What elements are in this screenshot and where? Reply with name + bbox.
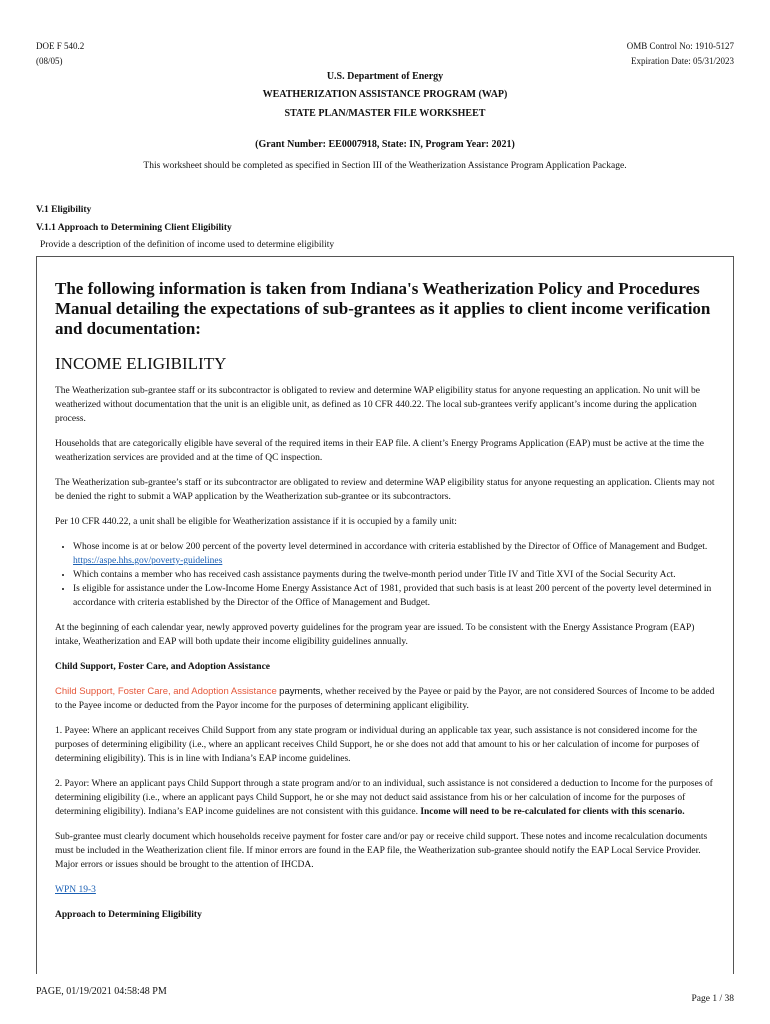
section-v1: V.1 Eligibility xyxy=(36,205,92,215)
poverty-guidelines-link[interactable]: https://aspe.hhs.gov/poverty-guidelines xyxy=(73,556,223,566)
paragraph-6-rest: , whether received by the Payee or paid by the Payor, are not considered Sources of Income to be added to the Payee income or deducted from the Payor income for the purposes of determining applicant eligibility. xyxy=(55,687,715,711)
paragraph-2: Households that are categorically eligible have several of the required items in their EAP file. A client’s Energy Programs Application (EAP) must be active at the time the weatherization services are provided and at the time of QC inspection. xyxy=(55,439,704,463)
section-prompt: Provide a description of the definition of income used to determine eligibility xyxy=(40,240,335,250)
form-id: DOE F 540.2 xyxy=(36,41,85,51)
approach-heading: Approach to Determining Eligibility xyxy=(55,910,202,920)
worksheet-title: STATE PLAN/MASTER FILE WORKSHEET xyxy=(284,108,486,119)
payments-word: payments xyxy=(279,686,321,697)
paragraph-7: 1. Payee: Where an applicant receives Child Support from any state program or individual during an applicable tax year, such assistance is not considered income for the purposes of determining eligibility (i.e., where an applicant receives Child Support, he or she does not add that amount to his or her calculation of income for purposes of determining eligibility). This is in line with Indiana’s EAP income guidelines. xyxy=(55,726,700,764)
form-date: (08/05) xyxy=(36,56,63,66)
instructions-text: This worksheet should be completed as specified in Section III of the Weatherization Assistance Program Application Package. xyxy=(143,161,627,171)
list-item xyxy=(73,540,717,568)
page-number: Page 1 / 38 xyxy=(691,994,734,1004)
income-eligibility-heading: INCOME ELIGIBILITY xyxy=(55,354,227,373)
paragraph-8-text: 2. Payor: Where an applicant pays Child Support through a state program and/or to an individual, such assistance is not considered a deduction to Income for the purposes of determining eligibility (i.e., where an applicant pays Child Support, he or she may not deduct said assistance from his or her calculation of income for the purposes of determining eligibility). Indiana’s EAP income guidelines are not consistent with this guidance. xyxy=(55,779,713,817)
paragraph-8-bold: Income will need to be re-calculated for clients with this scenario. xyxy=(420,807,685,817)
footer-timestamp: PAGE, 01/19/2021 04:58:48 PM xyxy=(36,986,167,997)
paragraph-9: Sub-grantee must clearly document which households receive payment for foster care and/or pay or receive child support. These notes and income recalculation documents must be included in the Weatherization client file. If minor errors are found in the EAP file, the Weatherization sub-grantee should notify the EAP Local Service Provider. Major errors or issues should be brought to the attention of IHCDA. xyxy=(55,832,708,870)
response-content xyxy=(55,279,717,933)
program-title: WEATHERIZATION ASSISTANCE PROGRAM (WAP) xyxy=(262,89,508,100)
paragraph-5: At the beginning of each calendar year, newly approved poverty guidelines for the program year are issued. To be consistent with the Energy Assistance Program (EAP) intake, Weatherization and EAP will both update their income eligibility guidelines annually. xyxy=(55,623,695,647)
bullet-1-text: Whose income is at or below 200 percent of the poverty level determined in accordance with criteria established by the Director of Office of Management and Budget. xyxy=(73,542,708,552)
section-v11: V.1.1 Approach to Determining Client Eligibility xyxy=(36,223,232,233)
grant-info: (Grant Number: EE0007918, State: IN, Program Year: 2021) xyxy=(255,139,515,150)
paragraph-6 xyxy=(55,685,717,713)
child-support-heading: Child Support, Foster Care, and Adoption Assistance xyxy=(55,662,271,672)
list-item: • Which contains a member who has received cash assistance payments during the twelve-month period under Title IV and Title XVI of the Social Security Act. xyxy=(73,568,717,582)
wpn-19-3-link[interactable]: WPN 19-3 xyxy=(55,885,96,895)
paragraph-4: Per 10 CFR 440.22, a unit shall be eligible for Weatherization assistance if it is occupied by a family unit: xyxy=(55,517,457,527)
paragraph-8 xyxy=(55,777,717,819)
omb-control: OMB Control No: 1910-5127 xyxy=(626,41,734,51)
lead-statement: The following information is taken from Indiana's Weatherization Policy and Procedures Manual detailing the expectations of sub-grantees as it applies to client income verification and documentation: xyxy=(55,279,711,338)
paragraph-1: The Weatherization sub-grantee staff or its subcontractor is obligated to review and determine WAP eligibility status for anyone requesting an application. No unit will be weatherized without documentation that the unit is an eligible unit, as defined as 10 CFR 440.22. The local sub-grantees verify applicant’s income during the application process. xyxy=(55,386,700,424)
response-box xyxy=(36,256,734,974)
paragraph-3: The Weatherization sub-grantee’s staff or its subcontractor are obligated to review and determine WAP eligibility status for anyone requesting an application. Clients may not be denied the right to submit a WAP application by the Weatherization sub-grantee or its subcontractors. xyxy=(55,478,715,502)
eligibility-list xyxy=(55,540,717,610)
child-support-phrase: Child Support, Foster Care, and Adoption Assistance xyxy=(55,686,277,697)
list-item: • Is eligible for assistance under the Low-Income Home Energy Assistance Act of 1981, provided that such basis is at least 200 percent of the poverty level determined in accordance with criteria established by the Director of the Office of Management and Budget. xyxy=(73,582,717,610)
expiration-date: Expiration Date: 05/31/2023 xyxy=(631,56,734,66)
department-title: U.S. Department of Energy xyxy=(326,71,444,82)
